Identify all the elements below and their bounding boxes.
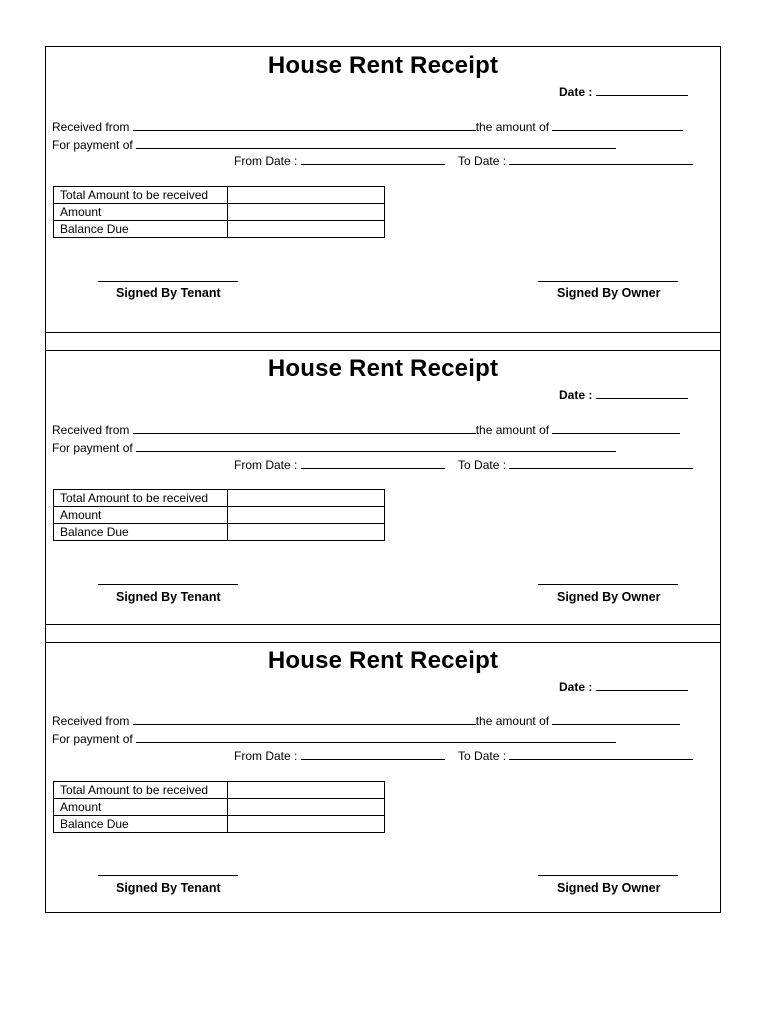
from-date-label: From Date : [234,749,298,763]
table-row [54,221,385,238]
received-from-row [52,713,680,728]
for-payment-label: For payment of [52,138,133,152]
tenant-signature-line[interactable] [98,281,238,282]
date-range-row [234,748,693,763]
received-from-label: Received from [52,714,130,728]
amount-of-label: the amount of [475,714,550,728]
tenant-signature-label: Signed By Tenant [116,590,221,604]
table-row [54,187,385,204]
total-amount-label: Total Amount to be received [54,782,228,799]
total-amount-label: Total Amount to be received [54,490,228,507]
owner-signature-line[interactable] [538,875,678,876]
receipt-title: House Rent Receipt [267,52,499,79]
receipt-title: House Rent Receipt [267,647,499,674]
received-from-blank[interactable] [133,713,476,725]
date-label: Date : [559,680,593,694]
amount-table [53,489,385,541]
received-from-label: Received from [52,423,130,437]
balance-due-value[interactable] [228,221,385,238]
for-payment-row [52,731,616,746]
for-payment-blank[interactable] [136,137,616,149]
receipt-sheet [45,46,721,913]
date-blank[interactable] [596,84,688,96]
date-field[interactable] [559,387,688,402]
receipt-2 [46,350,720,624]
received-from-row [52,422,680,437]
total-amount-value[interactable] [228,187,385,204]
received-from-blank[interactable] [133,422,476,434]
table-row [54,507,385,524]
for-payment-blank[interactable] [136,731,616,743]
owner-signature-label: Signed By Owner [557,286,661,300]
from-date-blank[interactable] [301,153,445,165]
tenant-signature-label: Signed By Tenant [116,881,221,895]
for-payment-label: For payment of [52,732,133,746]
balance-due-label: Balance Due [54,524,228,541]
amount-of-blank[interactable] [552,119,683,131]
tenant-signature-line[interactable] [98,875,238,876]
receipt-divider-line [46,332,720,333]
amount-label: Amount [54,204,228,221]
tenant-signature-label: Signed By Tenant [116,286,221,300]
table-row [54,204,385,221]
table-row [54,799,385,816]
receipt-title: House Rent Receipt [267,355,499,382]
from-date-label: From Date : [234,154,298,168]
date-field[interactable] [559,679,688,694]
date-range-row [234,457,693,472]
total-amount-label: Total Amount to be received [54,187,228,204]
receipt-3 [46,642,720,914]
amount-of-label: the amount of [475,120,550,134]
date-label: Date : [559,388,593,402]
amount-of-label: the amount of [475,423,550,437]
total-amount-value[interactable] [228,782,385,799]
table-row [54,490,385,507]
balance-due-label: Balance Due [54,221,228,238]
balance-due-value[interactable] [228,524,385,541]
amount-table [53,186,385,238]
amount-of-blank[interactable] [552,713,680,725]
date-blank[interactable] [596,387,688,399]
amount-value[interactable] [228,799,385,816]
owner-signature-line[interactable] [538,584,678,585]
receipt-divider-line [46,624,720,625]
table-row [54,782,385,799]
amount-table [53,781,385,833]
for-payment-blank[interactable] [136,440,616,452]
date-range-row [234,153,693,168]
to-date-blank[interactable] [509,457,693,469]
owner-signature-label: Signed By Owner [557,590,661,604]
to-date-blank[interactable] [509,153,693,165]
received-from-row [52,119,683,134]
from-date-blank[interactable] [301,457,445,469]
for-payment-row [52,440,616,455]
amount-of-blank[interactable] [552,422,680,434]
total-amount-value[interactable] [228,490,385,507]
date-blank[interactable] [596,679,688,691]
date-field[interactable] [559,84,688,99]
balance-due-label: Balance Due [54,816,228,833]
tenant-signature-line[interactable] [98,584,238,585]
owner-signature-line[interactable] [538,281,678,282]
for-payment-label: For payment of [52,441,133,455]
table-row [54,816,385,833]
to-date-blank[interactable] [509,748,693,760]
amount-label: Amount [54,507,228,524]
to-date-label: To Date : [458,458,507,472]
to-date-label: To Date : [458,749,507,763]
from-date-label: From Date : [234,458,298,472]
table-row [54,524,385,541]
amount-label: Amount [54,799,228,816]
received-from-label: Received from [52,120,130,134]
to-date-label: To Date : [458,154,507,168]
received-from-blank[interactable] [133,119,476,131]
date-label: Date : [559,85,593,99]
receipt-1 [46,47,720,332]
balance-due-value[interactable] [228,816,385,833]
amount-value[interactable] [228,204,385,221]
for-payment-row [52,137,616,152]
amount-value[interactable] [228,507,385,524]
from-date-blank[interactable] [301,748,445,760]
owner-signature-label: Signed By Owner [557,881,661,895]
